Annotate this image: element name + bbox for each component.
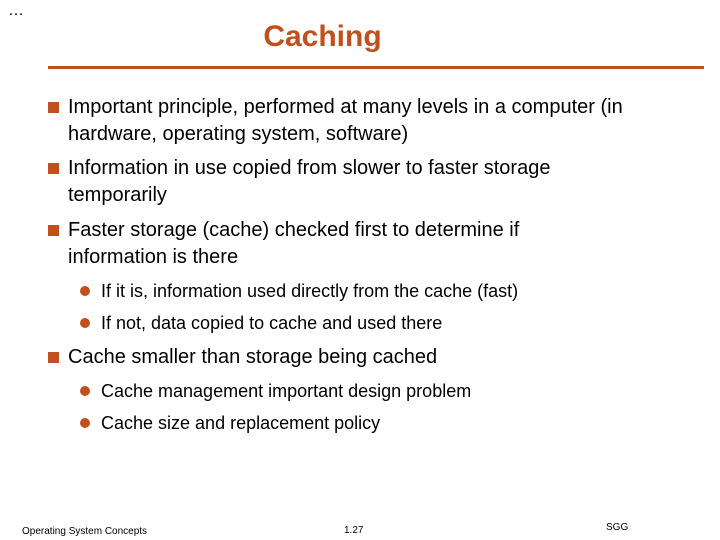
slide-title: Caching <box>263 20 382 53</box>
sub-bullet-text: Cache management important design problem <box>101 381 472 401</box>
sub-bullet-text: If it is, information used directly from the cache (fast) <box>101 281 519 301</box>
square-bullet-icon <box>48 163 59 174</box>
page-number: 1.27 <box>344 525 364 536</box>
sub-bullet-text: If not, data copied to cache and used there <box>101 313 443 333</box>
square-bullet-icon <box>48 225 59 236</box>
round-bullet-icon <box>80 418 90 428</box>
square-bullet-icon <box>48 102 59 113</box>
bullet-item <box>48 217 588 271</box>
bullet-text: Important principle, performed at many levels in a computer (in hardware, operating system, software) <box>68 96 623 145</box>
bullet-item <box>48 94 658 148</box>
sub-bullet-item <box>80 411 680 435</box>
round-bullet-icon <box>80 318 90 328</box>
sub-bullet-item <box>80 311 680 335</box>
footer-author: SGG <box>606 522 629 533</box>
sub-bullet-text: Cache size and replacement policy <box>101 413 381 433</box>
round-bullet-icon <box>80 386 90 396</box>
title-divider <box>48 66 704 69</box>
bullet-text: Faster storage (cache) checked first to determine if information is there <box>68 219 520 268</box>
round-bullet-icon <box>80 286 90 296</box>
sub-bullet-item <box>80 279 680 303</box>
footer-source: Operating System Concepts <box>22 526 148 537</box>
corner-ellipsis: … <box>8 2 25 19</box>
bullet-item <box>48 155 608 209</box>
bullet-text: Information in use copied from slower to faster storage temporarily <box>68 157 551 206</box>
bullet-text: Cache smaller than storage being cached <box>68 346 438 368</box>
square-bullet-icon <box>48 352 59 363</box>
sub-bullet-item <box>80 379 680 403</box>
bullet-item <box>48 344 658 371</box>
